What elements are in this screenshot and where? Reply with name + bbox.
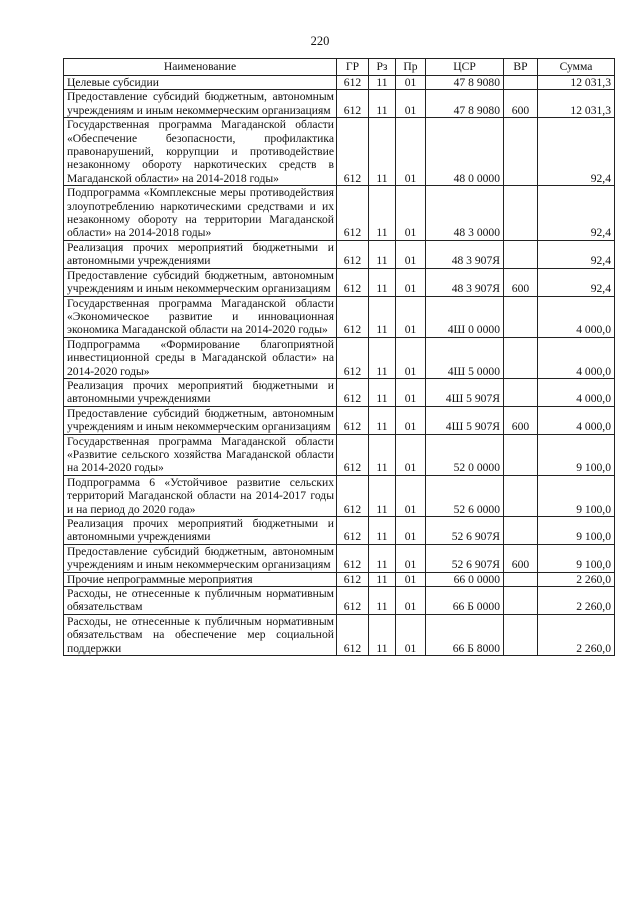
cell-sum: 9 100,0 xyxy=(538,517,615,545)
cell-pr: 01 xyxy=(396,517,426,545)
column-header-name: Наименование xyxy=(64,59,337,76)
cell-vr xyxy=(504,240,538,268)
cell-csr: 4Ш 0 0000 xyxy=(426,296,504,337)
cell-csr: 48 3 907Я xyxy=(426,240,504,268)
cell-sum: 92,4 xyxy=(538,240,615,268)
cell-vr xyxy=(504,296,538,337)
cell-pr: 01 xyxy=(396,296,426,337)
cell-sum: 9 100,0 xyxy=(538,544,615,572)
cell-csr: 4Ш 5 907Я xyxy=(426,378,504,406)
cell-name: Прочие непрограммные мероприятия xyxy=(64,572,337,586)
cell-gr: 612 xyxy=(337,240,369,268)
table-row xyxy=(64,378,615,406)
cell-sum: 4 000,0 xyxy=(538,337,615,378)
cell-sum: 92,4 xyxy=(538,186,615,241)
cell-sum: 12 031,3 xyxy=(538,90,615,118)
table-row xyxy=(64,475,615,516)
cell-sum: 2 260,0 xyxy=(538,587,615,615)
table-row xyxy=(64,544,615,572)
table-row xyxy=(64,614,615,655)
cell-rz: 11 xyxy=(369,268,396,296)
cell-gr: 612 xyxy=(337,186,369,241)
table-header-row xyxy=(64,59,615,76)
cell-name: Реализация прочих мероприятий бюджетными и автономными учреждениями xyxy=(64,240,337,268)
cell-vr xyxy=(504,434,538,475)
cell-pr: 01 xyxy=(396,587,426,615)
table-body xyxy=(64,76,615,656)
cell-gr: 612 xyxy=(337,572,369,586)
cell-vr xyxy=(504,614,538,655)
table-row xyxy=(64,240,615,268)
cell-vr xyxy=(504,572,538,586)
column-header-vr: ВР xyxy=(504,59,538,76)
cell-pr: 01 xyxy=(396,76,426,90)
cell-pr: 01 xyxy=(396,337,426,378)
cell-pr: 01 xyxy=(396,434,426,475)
table-row xyxy=(64,587,615,615)
cell-pr: 01 xyxy=(396,572,426,586)
cell-csr: 47 8 9080 xyxy=(426,76,504,90)
cell-gr: 612 xyxy=(337,337,369,378)
table-row xyxy=(64,572,615,586)
cell-rz: 11 xyxy=(369,118,396,186)
cell-csr: 4Ш 5 907Я xyxy=(426,406,504,434)
table-row xyxy=(64,337,615,378)
cell-pr: 01 xyxy=(396,378,426,406)
cell-sum: 4 000,0 xyxy=(538,378,615,406)
cell-sum: 9 100,0 xyxy=(538,475,615,516)
cell-gr: 612 xyxy=(337,268,369,296)
cell-rz: 11 xyxy=(369,296,396,337)
table-row xyxy=(64,517,615,545)
table-row xyxy=(64,186,615,241)
cell-name: Целевые субсидии xyxy=(64,76,337,90)
cell-csr: 48 3 0000 xyxy=(426,186,504,241)
cell-csr: 66 Б 8000 xyxy=(426,614,504,655)
cell-name: Государственная программа Магаданской области «Развитие сельского хозяйства Магаданской области на 2014-2020 годы» xyxy=(64,434,337,475)
cell-rz: 11 xyxy=(369,434,396,475)
cell-rz: 11 xyxy=(369,378,396,406)
cell-name: Государственная программа Магаданской области «Обеспечение безопасности, профилактика правонарушений, коррупции и противодействие незаконному обороту наркотических средств в Магаданской области» на 2014-2018 годы» xyxy=(64,118,337,186)
table-row xyxy=(64,268,615,296)
cell-vr: 600 xyxy=(504,544,538,572)
cell-rz: 11 xyxy=(369,76,396,90)
cell-gr: 612 xyxy=(337,614,369,655)
cell-csr: 52 6 907Я xyxy=(426,517,504,545)
cell-rz: 11 xyxy=(369,186,396,241)
cell-pr: 01 xyxy=(396,544,426,572)
cell-pr: 01 xyxy=(396,614,426,655)
cell-name: Реализация прочих мероприятий бюджетными и автономными учреждениями xyxy=(64,517,337,545)
cell-sum: 92,4 xyxy=(538,118,615,186)
cell-vr xyxy=(504,517,538,545)
cell-csr: 48 0 0000 xyxy=(426,118,504,186)
cell-sum: 4 000,0 xyxy=(538,296,615,337)
cell-gr: 612 xyxy=(337,118,369,186)
column-header-gr: ГР xyxy=(337,59,369,76)
cell-sum: 12 031,3 xyxy=(538,76,615,90)
cell-csr: 52 6 0000 xyxy=(426,475,504,516)
cell-name: Реализация прочих мероприятий бюджетными и автономными учреждениями xyxy=(64,378,337,406)
cell-pr: 01 xyxy=(396,118,426,186)
cell-sum: 9 100,0 xyxy=(538,434,615,475)
cell-csr: 48 3 907Я xyxy=(426,268,504,296)
cell-rz: 11 xyxy=(369,572,396,586)
cell-csr: 66 0 0000 xyxy=(426,572,504,586)
cell-vr: 600 xyxy=(504,90,538,118)
cell-csr: 4Ш 5 0000 xyxy=(426,337,504,378)
cell-rz: 11 xyxy=(369,90,396,118)
cell-sum: 2 260,0 xyxy=(538,614,615,655)
cell-rz: 11 xyxy=(369,544,396,572)
cell-sum: 2 260,0 xyxy=(538,572,615,586)
cell-gr: 612 xyxy=(337,544,369,572)
column-header-sum: Сумма xyxy=(538,59,615,76)
table-row xyxy=(64,434,615,475)
table-row xyxy=(64,296,615,337)
cell-vr: 600 xyxy=(504,406,538,434)
cell-pr: 01 xyxy=(396,268,426,296)
cell-csr: 52 6 907Я xyxy=(426,544,504,572)
cell-rz: 11 xyxy=(369,475,396,516)
cell-pr: 01 xyxy=(396,240,426,268)
column-header-rz: Рз xyxy=(369,59,396,76)
cell-name: Предоставление субсидий бюджетным, автономным учреждениям и иным некоммерческим организациям xyxy=(64,544,337,572)
column-header-pr: Пр xyxy=(396,59,426,76)
cell-vr xyxy=(504,186,538,241)
cell-rz: 11 xyxy=(369,337,396,378)
cell-vr xyxy=(504,378,538,406)
cell-vr xyxy=(504,118,538,186)
cell-rz: 11 xyxy=(369,406,396,434)
cell-vr: 600 xyxy=(504,268,538,296)
cell-sum: 92,4 xyxy=(538,268,615,296)
cell-gr: 612 xyxy=(337,406,369,434)
cell-name: Подпрограмма 6 «Устойчивое развитие сельских территорий Магаданской области на 2014-2017 годы и на период до 2020 года» xyxy=(64,475,337,516)
cell-pr: 01 xyxy=(396,475,426,516)
cell-name: Расходы, не отнесенные к публичным нормативным обязательствам xyxy=(64,587,337,615)
cell-csr: 52 0 0000 xyxy=(426,434,504,475)
cell-vr xyxy=(504,475,538,516)
cell-vr xyxy=(504,587,538,615)
cell-csr: 47 8 9080 xyxy=(426,90,504,118)
table-row xyxy=(64,90,615,118)
cell-name: Государственная программа Магаданской области «Экономическое развитие и инновационная экономика Магаданской области на 2014-2020 годы» xyxy=(64,296,337,337)
cell-rz: 11 xyxy=(369,587,396,615)
cell-csr: 66 Б 0000 xyxy=(426,587,504,615)
cell-rz: 11 xyxy=(369,240,396,268)
cell-gr: 612 xyxy=(337,517,369,545)
cell-rz: 11 xyxy=(369,517,396,545)
cell-sum: 4 000,0 xyxy=(538,406,615,434)
page-number: 220 xyxy=(310,34,330,48)
cell-name: Предоставление субсидий бюджетным, автономным учреждениям и иным некоммерческим организациям xyxy=(64,268,337,296)
cell-name: Предоставление субсидий бюджетным, автономным учреждениям и иным некоммерческим организациям xyxy=(64,90,337,118)
column-header-csr: ЦСР xyxy=(426,59,504,76)
cell-name: Подпрограмма «Формирование благоприятной инвестиционной среды в Магаданской области» на 2014-2020 годы» xyxy=(64,337,337,378)
table-row xyxy=(64,118,615,186)
cell-gr: 612 xyxy=(337,296,369,337)
budget-table xyxy=(63,58,615,656)
cell-pr: 01 xyxy=(396,90,426,118)
cell-vr xyxy=(504,337,538,378)
cell-gr: 612 xyxy=(337,378,369,406)
cell-vr xyxy=(504,76,538,90)
cell-gr: 612 xyxy=(337,587,369,615)
cell-gr: 612 xyxy=(337,475,369,516)
cell-name: Расходы, не отнесенные к публичным нормативным обязательствам на обеспечение мер социальной поддержки xyxy=(64,614,337,655)
cell-name: Предоставление субсидий бюджетным, автономным учреждениям и иным некоммерческим организациям xyxy=(64,406,337,434)
cell-rz: 11 xyxy=(369,614,396,655)
cell-gr: 612 xyxy=(337,76,369,90)
table-row xyxy=(64,406,615,434)
cell-pr: 01 xyxy=(396,406,426,434)
cell-gr: 612 xyxy=(337,434,369,475)
cell-pr: 01 xyxy=(396,186,426,241)
cell-gr: 612 xyxy=(337,90,369,118)
table-row xyxy=(64,76,615,90)
cell-name: Подпрограмма «Комплексные меры противодействия злоупотреблению наркотическими средствами и их незаконному обороту на территории Магаданской области» на 2014-2018 годы» xyxy=(64,186,337,241)
